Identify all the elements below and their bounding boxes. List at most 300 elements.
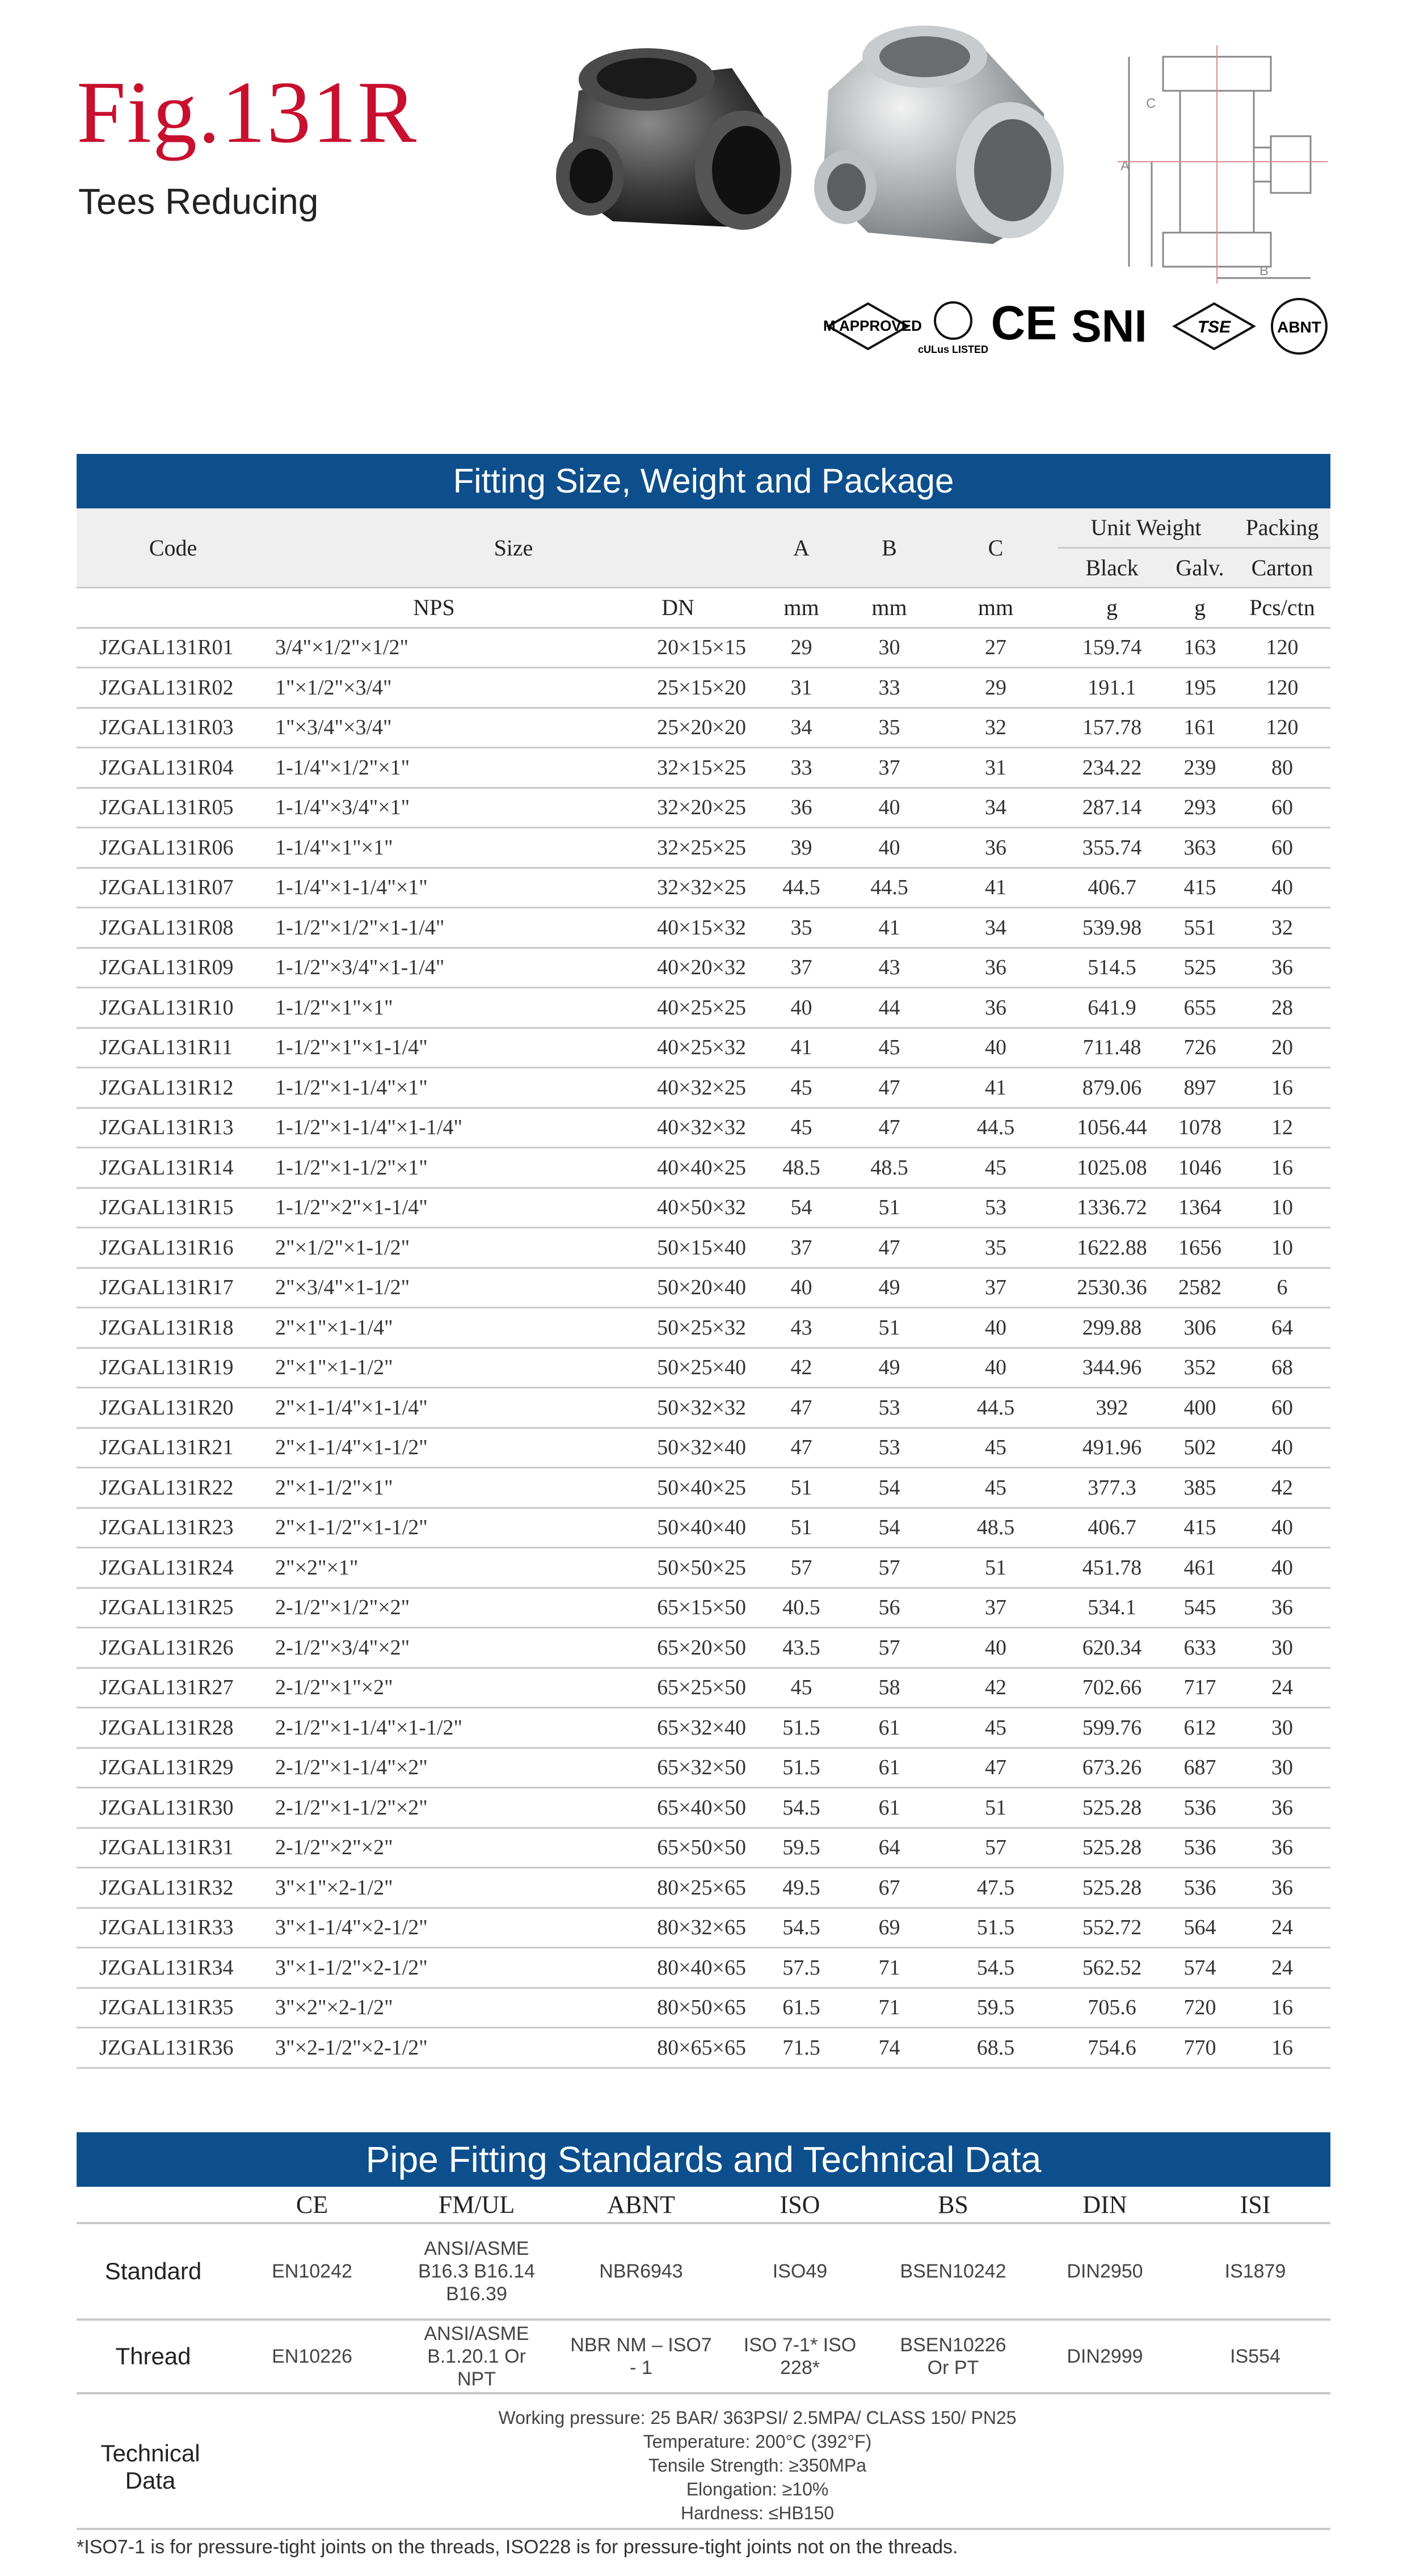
size-table-title-bar <box>77 454 1330 508</box>
cell-pcs: 120 <box>1234 668 1330 708</box>
standards-cell: NBR6943 <box>559 2223 723 2320</box>
cell-nps: 1-1/4"×1-1/4"×1" <box>269 868 599 908</box>
cell-pcs: 10 <box>1234 1188 1330 1228</box>
col-abnt: ABNT <box>559 2187 723 2223</box>
cell-a: 43.5 <box>757 1628 845 1668</box>
cell-galv: 545 <box>1166 1588 1234 1628</box>
table-row <box>77 988 1330 1028</box>
table-row <box>77 1428 1330 1468</box>
technical-data-lines <box>247 2406 1268 2525</box>
cell-c: 36 <box>933 828 1058 868</box>
cell-code: JZGAL131R28 <box>77 1708 269 1748</box>
cell-dn: 65×40×50 <box>599 1788 757 1828</box>
cell-code: JZGAL131R25 <box>77 1588 269 1628</box>
cell-a: 43 <box>757 1308 845 1348</box>
cell-c: 48.5 <box>933 1508 1058 1548</box>
figure-title: Fig.131R <box>77 63 418 161</box>
cell-c: 54.5 <box>933 1948 1058 1988</box>
cell-dn: 40×20×32 <box>599 948 757 988</box>
cell-nps: 1-1/2"×1"×1" <box>269 988 599 1028</box>
cell-nps: 1-1/4"×3/4"×1" <box>269 788 599 828</box>
cell-code: JZGAL131R18 <box>77 1308 269 1348</box>
header-unit-weight: Unit Weight <box>1058 508 1234 548</box>
cell-dn: 25×20×20 <box>599 708 757 748</box>
cell-dn: 40×15×32 <box>599 908 757 948</box>
table-row <box>77 1068 1330 1108</box>
cell-a: 37 <box>757 1228 845 1268</box>
cell-pcs: 40 <box>1234 1508 1330 1548</box>
cell-c: 53 <box>933 1188 1058 1228</box>
table-row <box>77 628 1330 668</box>
cell-nps: 1-1/2"×1-1/4"×1-1/4" <box>269 1108 599 1148</box>
cell-black: 287.14 <box>1058 788 1166 828</box>
cell-pcs: 64 <box>1234 1308 1330 1348</box>
cell-dn: 40×25×32 <box>599 1028 757 1068</box>
cell-b: 40 <box>845 788 933 828</box>
cell-pcs: 120 <box>1234 628 1330 668</box>
cell-c: 45 <box>933 1708 1058 1748</box>
cell-galv: 655 <box>1166 988 1234 1028</box>
header-mm-c: mm <box>933 588 1058 628</box>
cell-b: 44 <box>845 988 933 1028</box>
cell-code: JZGAL131R16 <box>77 1228 269 1268</box>
cell-galv: 352 <box>1166 1348 1234 1388</box>
cell-black: 234.22 <box>1058 748 1166 788</box>
cell-c: 42 <box>933 1668 1058 1708</box>
cell-nps: 2"×3/4"×1-1/2" <box>269 1268 599 1308</box>
cell-code: JZGAL131R03 <box>77 708 269 748</box>
cell-galv: 536 <box>1166 1868 1234 1908</box>
header-mm-a: mm <box>757 588 845 628</box>
cell-galv: 717 <box>1166 1668 1234 1708</box>
cell-a: 54.5 <box>757 1788 845 1828</box>
col-isi: ISI <box>1180 2187 1330 2223</box>
cell-a: 44.5 <box>757 868 845 908</box>
svg-text:TSE: TSE <box>1197 318 1231 336</box>
cell-black: 491.96 <box>1058 1428 1166 1468</box>
cell-a: 59.5 <box>757 1828 845 1868</box>
size-table-body <box>77 628 1330 2068</box>
cell-black: 406.7 <box>1058 868 1166 908</box>
cell-dn: 65×15×50 <box>599 1588 757 1628</box>
standards-cell: BSEN10242 <box>877 2223 1030 2320</box>
cell-black: 525.28 <box>1058 1828 1166 1868</box>
cell-nps: 1-1/2"×1"×1-1/4" <box>269 1028 599 1068</box>
cell-galv: 306 <box>1166 1308 1234 1348</box>
cell-c: 37 <box>933 1268 1058 1308</box>
cell-dn: 80×25×65 <box>599 1868 757 1908</box>
cell-a: 35 <box>757 908 845 948</box>
cell-galv: 897 <box>1166 1068 1234 1108</box>
header-a: A <box>757 508 845 588</box>
cell-b: 74 <box>845 2028 933 2068</box>
black-tee-photo <box>545 34 806 238</box>
table-row <box>77 788 1330 828</box>
table-row <box>77 1108 1330 1148</box>
table-row <box>77 1868 1330 1908</box>
standards-cell: ISO49 <box>723 2223 877 2320</box>
cell-a: 54.5 <box>757 1908 845 1948</box>
cell-b: 49 <box>845 1268 933 1308</box>
cell-c: 35 <box>933 1228 1058 1268</box>
technical-data-line: Hardness: ≤HB150 <box>680 2503 835 2523</box>
cell-c: 27 <box>933 628 1058 668</box>
cell-dn: 50×32×32 <box>599 1388 757 1428</box>
size-table-title: Fitting Size, Weight and Package <box>453 462 954 500</box>
cell-code: JZGAL131R24 <box>77 1548 269 1588</box>
cell-black: 392 <box>1058 1388 1166 1428</box>
cell-nps: 2"×1-1/4"×1-1/2" <box>269 1428 599 1468</box>
cell-b: 47 <box>845 1068 933 1108</box>
cell-black: 1336.72 <box>1058 1188 1166 1228</box>
cell-c: 44.5 <box>933 1388 1058 1428</box>
table-row <box>77 868 1330 908</box>
cell-pcs: 40 <box>1234 1428 1330 1468</box>
cell-code: JZGAL131R33 <box>77 1908 269 1948</box>
cell-dn: 65×32×50 <box>599 1748 757 1788</box>
cell-nps: 1-1/4"×1/2"×1" <box>269 748 599 788</box>
cell-a: 40 <box>757 988 845 1028</box>
ce-mark-icon: CE <box>991 296 1058 350</box>
cell-pcs: 10 <box>1234 1228 1330 1268</box>
cell-a: 51.5 <box>757 1748 845 1788</box>
standards-cell: ANSI/ASME B16.3 B16.14 B16.39 <box>394 2223 559 2320</box>
cell-pcs: 16 <box>1234 2028 1330 2068</box>
cell-code: JZGAL131R23 <box>77 1508 269 1548</box>
header-black: Black <box>1058 548 1166 588</box>
cell-b: 37 <box>845 748 933 788</box>
cell-b: 45 <box>845 1028 933 1068</box>
cell-pcs: 36 <box>1234 1588 1330 1628</box>
cell-c: 45 <box>933 1468 1058 1508</box>
cell-black: 525.28 <box>1058 1788 1166 1828</box>
header-galv: Galv. <box>1166 548 1234 588</box>
cell-nps: 1-1/2"×1-1/2"×1" <box>269 1148 599 1188</box>
cell-galv: 612 <box>1166 1708 1234 1748</box>
cell-code: JZGAL131R01 <box>77 628 269 668</box>
cell-c: 40 <box>933 1028 1058 1068</box>
cell-b: 58 <box>845 1668 933 1708</box>
cell-c: 51 <box>933 1788 1058 1828</box>
cell-b: 48.5 <box>845 1148 933 1188</box>
cell-dn: 25×15×20 <box>599 668 757 708</box>
cell-code: JZGAL131R27 <box>77 1668 269 1708</box>
cell-code: JZGAL131R11 <box>77 1028 269 1068</box>
cell-pcs: 16 <box>1234 1988 1330 2028</box>
cell-c: 47.5 <box>933 1868 1058 1908</box>
cell-code: JZGAL131R20 <box>77 1388 269 1428</box>
standards-cell: IS554 <box>1180 2320 1330 2393</box>
cell-nps: 1-1/4"×1"×1" <box>269 828 599 868</box>
header-nps: NPS <box>269 588 599 628</box>
cell-dn: 40×40×25 <box>599 1148 757 1188</box>
cell-code: JZGAL131R32 <box>77 1868 269 1908</box>
cell-nps: 2"×1/2"×1-1/2" <box>269 1228 599 1268</box>
standards-cell: EN10242 <box>230 2223 394 2320</box>
fm-approved-icon <box>823 304 922 349</box>
cell-code: JZGAL131R34 <box>77 1948 269 1988</box>
cell-galv: 1046 <box>1166 1148 1234 1188</box>
standards-cell: DIN2999 <box>1030 2320 1180 2393</box>
cell-nps: 2"×1-1/2"×1-1/2" <box>269 1508 599 1548</box>
cell-galv: 1656 <box>1166 1228 1234 1268</box>
cell-c: 45 <box>933 1428 1058 1468</box>
table-row <box>77 668 1330 708</box>
cell-nps: 1-1/2"×1/2"×1-1/4" <box>269 908 599 948</box>
figure-subtitle: Tees Reducing <box>78 181 319 222</box>
cell-nps: 2-1/2"×2"×2" <box>269 1828 599 1868</box>
cell-c: 37 <box>933 1588 1058 1628</box>
cell-pcs: 36 <box>1234 1788 1330 1828</box>
header-mm-b: mm <box>845 588 933 628</box>
cell-galv: 400 <box>1166 1388 1234 1428</box>
cell-dn: 50×40×40 <box>599 1508 757 1548</box>
cell-code: JZGAL131R06 <box>77 828 269 868</box>
cell-black: 344.96 <box>1058 1348 1166 1388</box>
header-g-black: g <box>1058 588 1166 628</box>
cell-code: JZGAL131R09 <box>77 948 269 988</box>
cell-b: 43 <box>845 948 933 988</box>
cell-a: 61.5 <box>757 1988 845 2028</box>
cell-galv: 1078 <box>1166 1108 1234 1148</box>
cell-black: 620.34 <box>1058 1628 1166 1668</box>
svg-text:ABNT: ABNT <box>1277 318 1321 336</box>
cell-code: JZGAL131R14 <box>77 1148 269 1188</box>
table-row <box>77 1028 1330 1068</box>
table-row <box>77 1588 1330 1628</box>
technical-data-line: Working pressure: 25 BAR/ 363PSI/ 2.5MPA/ CLASS 150/ PN25 <box>498 2407 1017 2428</box>
cell-b: 69 <box>845 1908 933 1948</box>
cell-galv: 2582 <box>1166 1268 1234 1308</box>
cell-dn: 80×65×65 <box>599 2028 757 2068</box>
cell-dn: 65×25×50 <box>599 1668 757 1708</box>
cell-galv: 720 <box>1166 1988 1234 2028</box>
standards-row-label: Standard <box>77 2223 230 2320</box>
table-row <box>77 1788 1330 1828</box>
cell-dn: 65×32×40 <box>599 1708 757 1748</box>
standards-table-title-bar <box>77 2132 1330 2187</box>
cell-a: 37 <box>757 948 845 988</box>
cell-galv: 415 <box>1166 1508 1234 1548</box>
svg-text:B: B <box>1259 263 1269 279</box>
cell-b: 71 <box>845 1948 933 1988</box>
table-row <box>77 2028 1330 2068</box>
cell-galv: 551 <box>1166 908 1234 948</box>
cell-pcs: 30 <box>1234 1708 1330 1748</box>
cell-dn: 40×25×25 <box>599 988 757 1028</box>
cell-a: 40.5 <box>757 1588 845 1628</box>
cell-a: 34 <box>757 708 845 748</box>
cell-galv: 574 <box>1166 1948 1234 1988</box>
cell-dn: 40×32×32 <box>599 1108 757 1148</box>
cell-black: 599.76 <box>1058 1708 1166 1748</box>
cell-pcs: 16 <box>1234 1148 1330 1188</box>
cell-black: 1622.88 <box>1058 1228 1166 1268</box>
cell-black: 534.1 <box>1058 1588 1166 1628</box>
cell-black: 299.88 <box>1058 1308 1166 1348</box>
cell-galv: 363 <box>1166 828 1234 868</box>
cell-black: 406.7 <box>1058 1508 1166 1548</box>
cell-black: 191.1 <box>1058 668 1166 708</box>
cell-dn: 50×50×25 <box>599 1548 757 1588</box>
cell-black: 2530.36 <box>1058 1268 1166 1308</box>
technical-data-label: Technical Data <box>100 2440 200 2494</box>
table-row <box>77 1948 1330 1988</box>
svg-text:C: C <box>1146 96 1156 111</box>
size-weight-table <box>77 508 1330 2069</box>
cell-b: 40 <box>845 828 933 868</box>
cell-code: JZGAL131R07 <box>77 868 269 908</box>
standards-cell: EN10226 <box>230 2320 394 2393</box>
table-row <box>77 1628 1330 1668</box>
cell-c: 41 <box>933 868 1058 908</box>
cell-b: 67 <box>845 1868 933 1908</box>
cell-code: JZGAL131R05 <box>77 788 269 828</box>
cell-black: 451.78 <box>1058 1548 1166 1588</box>
cell-a: 45 <box>757 1068 845 1108</box>
cell-pcs: 80 <box>1234 748 1330 788</box>
cell-a: 45 <box>757 1668 845 1708</box>
technical-data-line: Tensile Strength: ≥350MPa <box>648 2455 866 2476</box>
col-fm-ul: FM/UL <box>394 2187 559 2223</box>
cell-c: 51.5 <box>933 1908 1058 1948</box>
cell-b: 57 <box>845 1548 933 1588</box>
cell-nps: 2-1/2"×1/2"×2" <box>269 1588 599 1628</box>
table-row <box>77 1308 1330 1348</box>
cell-a: 40 <box>757 1268 845 1308</box>
svg-text:cULus LISTED: cULus LISTED <box>917 344 989 355</box>
cell-code: JZGAL131R19 <box>77 1348 269 1388</box>
cell-code: JZGAL131R22 <box>77 1468 269 1508</box>
cell-c: 40 <box>933 1348 1058 1388</box>
cell-pcs: 120 <box>1234 708 1330 748</box>
cell-code: JZGAL131R10 <box>77 988 269 1028</box>
cell-dn: 80×50×65 <box>599 1988 757 2028</box>
header-code: Code <box>77 508 269 588</box>
table-row <box>77 1228 1330 1268</box>
cell-dn: 32×20×25 <box>599 788 757 828</box>
cell-b: 71 <box>845 1988 933 2028</box>
cell-a: 29 <box>757 628 845 668</box>
cell-b: 41 <box>845 908 933 948</box>
cell-galv: 564 <box>1166 1908 1234 1948</box>
cell-b: 33 <box>845 668 933 708</box>
cell-nps: 2"×1"×1-1/2" <box>269 1348 599 1388</box>
cell-b: 30 <box>845 628 933 668</box>
cell-a: 39 <box>757 828 845 868</box>
cell-c: 59.5 <box>933 1988 1058 2028</box>
col-iso: ISO <box>723 2187 877 2223</box>
cell-nps: 2"×1-1/2"×1" <box>269 1468 599 1508</box>
cell-dn: 32×15×25 <box>599 748 757 788</box>
cell-c: 36 <box>933 988 1058 1028</box>
table-row <box>77 948 1330 988</box>
header-size: Size <box>269 508 757 588</box>
cell-b: 35 <box>845 708 933 748</box>
cell-a: 54 <box>757 1188 845 1228</box>
cell-a: 48.5 <box>757 1148 845 1188</box>
cell-galv: 293 <box>1166 788 1234 828</box>
cell-pcs: 32 <box>1234 908 1330 948</box>
cell-black: 711.48 <box>1058 1028 1166 1068</box>
cell-nps: 2-1/2"×1-1/4"×2" <box>269 1748 599 1788</box>
cell-black: 159.74 <box>1058 628 1166 668</box>
technical-data-line: Temperature: 200°C (392°F) <box>643 2431 872 2452</box>
table-row <box>77 1508 1330 1548</box>
standards-cell: ISO 7-1* ISO 228* <box>723 2320 877 2393</box>
cell-nps: 1"×3/4"×3/4" <box>269 708 599 748</box>
header-b: B <box>845 508 933 588</box>
cell-b: 47 <box>845 1108 933 1148</box>
standards-row-label: Thread <box>77 2320 230 2393</box>
standards-cell: IS1879 <box>1180 2223 1330 2320</box>
cell-b: 51 <box>845 1188 933 1228</box>
cell-nps: 2"×1"×1-1/4" <box>269 1308 599 1348</box>
cell-pcs: 42 <box>1234 1468 1330 1508</box>
cell-galv: 536 <box>1166 1828 1234 1868</box>
cell-pcs: 24 <box>1234 1948 1330 1988</box>
table-row <box>77 1468 1330 1508</box>
cell-b: 47 <box>845 1228 933 1268</box>
technical-data-block <box>77 2406 1330 2530</box>
cell-pcs: 40 <box>1234 868 1330 908</box>
cell-black: 355.74 <box>1058 828 1166 868</box>
cell-pcs: 20 <box>1234 1028 1330 1068</box>
cell-code: JZGAL131R08 <box>77 908 269 948</box>
header-carton: Carton <box>1234 548 1330 588</box>
cell-code: JZGAL131R15 <box>77 1188 269 1228</box>
header-c: C <box>933 508 1058 588</box>
cell-dn: 32×25×25 <box>599 828 757 868</box>
cell-pcs: 68 <box>1234 1348 1330 1388</box>
cell-dn: 20×15×15 <box>599 628 757 668</box>
cell-black: 525.28 <box>1058 1868 1166 1908</box>
cell-pcs: 6 <box>1234 1268 1330 1308</box>
cell-c: 45 <box>933 1148 1058 1188</box>
cell-code: JZGAL131R21 <box>77 1428 269 1468</box>
cell-code: JZGAL131R12 <box>77 1068 269 1108</box>
cell-pcs: 30 <box>1234 1628 1330 1668</box>
cell-code: JZGAL131R35 <box>77 1988 269 2028</box>
cell-c: 34 <box>933 788 1058 828</box>
table-row <box>77 748 1330 788</box>
cell-a: 49.5 <box>757 1868 845 1908</box>
standards-cell: DIN2950 <box>1030 2223 1180 2320</box>
cell-black: 539.98 <box>1058 908 1166 948</box>
cell-nps: 1-1/2"×1-1/4"×1" <box>269 1068 599 1108</box>
standards-table-body <box>77 2223 1330 2393</box>
cell-galv: 195 <box>1166 668 1234 708</box>
cell-dn: 50×20×40 <box>599 1268 757 1308</box>
cell-pcs: 40 <box>1234 1548 1330 1588</box>
cell-black: 377.3 <box>1058 1468 1166 1508</box>
cell-nps: 1-1/2"×3/4"×1-1/4" <box>269 948 599 988</box>
table-row <box>77 1708 1330 1748</box>
cell-b: 53 <box>845 1428 933 1468</box>
cell-code: JZGAL131R36 <box>77 2028 269 2068</box>
cell-b: 61 <box>845 1748 933 1788</box>
col-bs: BS <box>877 2187 1030 2223</box>
cell-code: JZGAL131R31 <box>77 1828 269 1868</box>
cell-pcs: 36 <box>1234 948 1330 988</box>
table-row <box>77 1748 1330 1788</box>
cell-c: 68.5 <box>933 2028 1058 2068</box>
cell-nps: 2-1/2"×1-1/2"×2" <box>269 1788 599 1828</box>
cell-galv: 726 <box>1166 1028 1234 1068</box>
cell-black: 514.5 <box>1058 948 1166 988</box>
cell-nps: 3"×2"×2-1/2" <box>269 1988 599 2028</box>
cell-code: JZGAL131R13 <box>77 1108 269 1148</box>
